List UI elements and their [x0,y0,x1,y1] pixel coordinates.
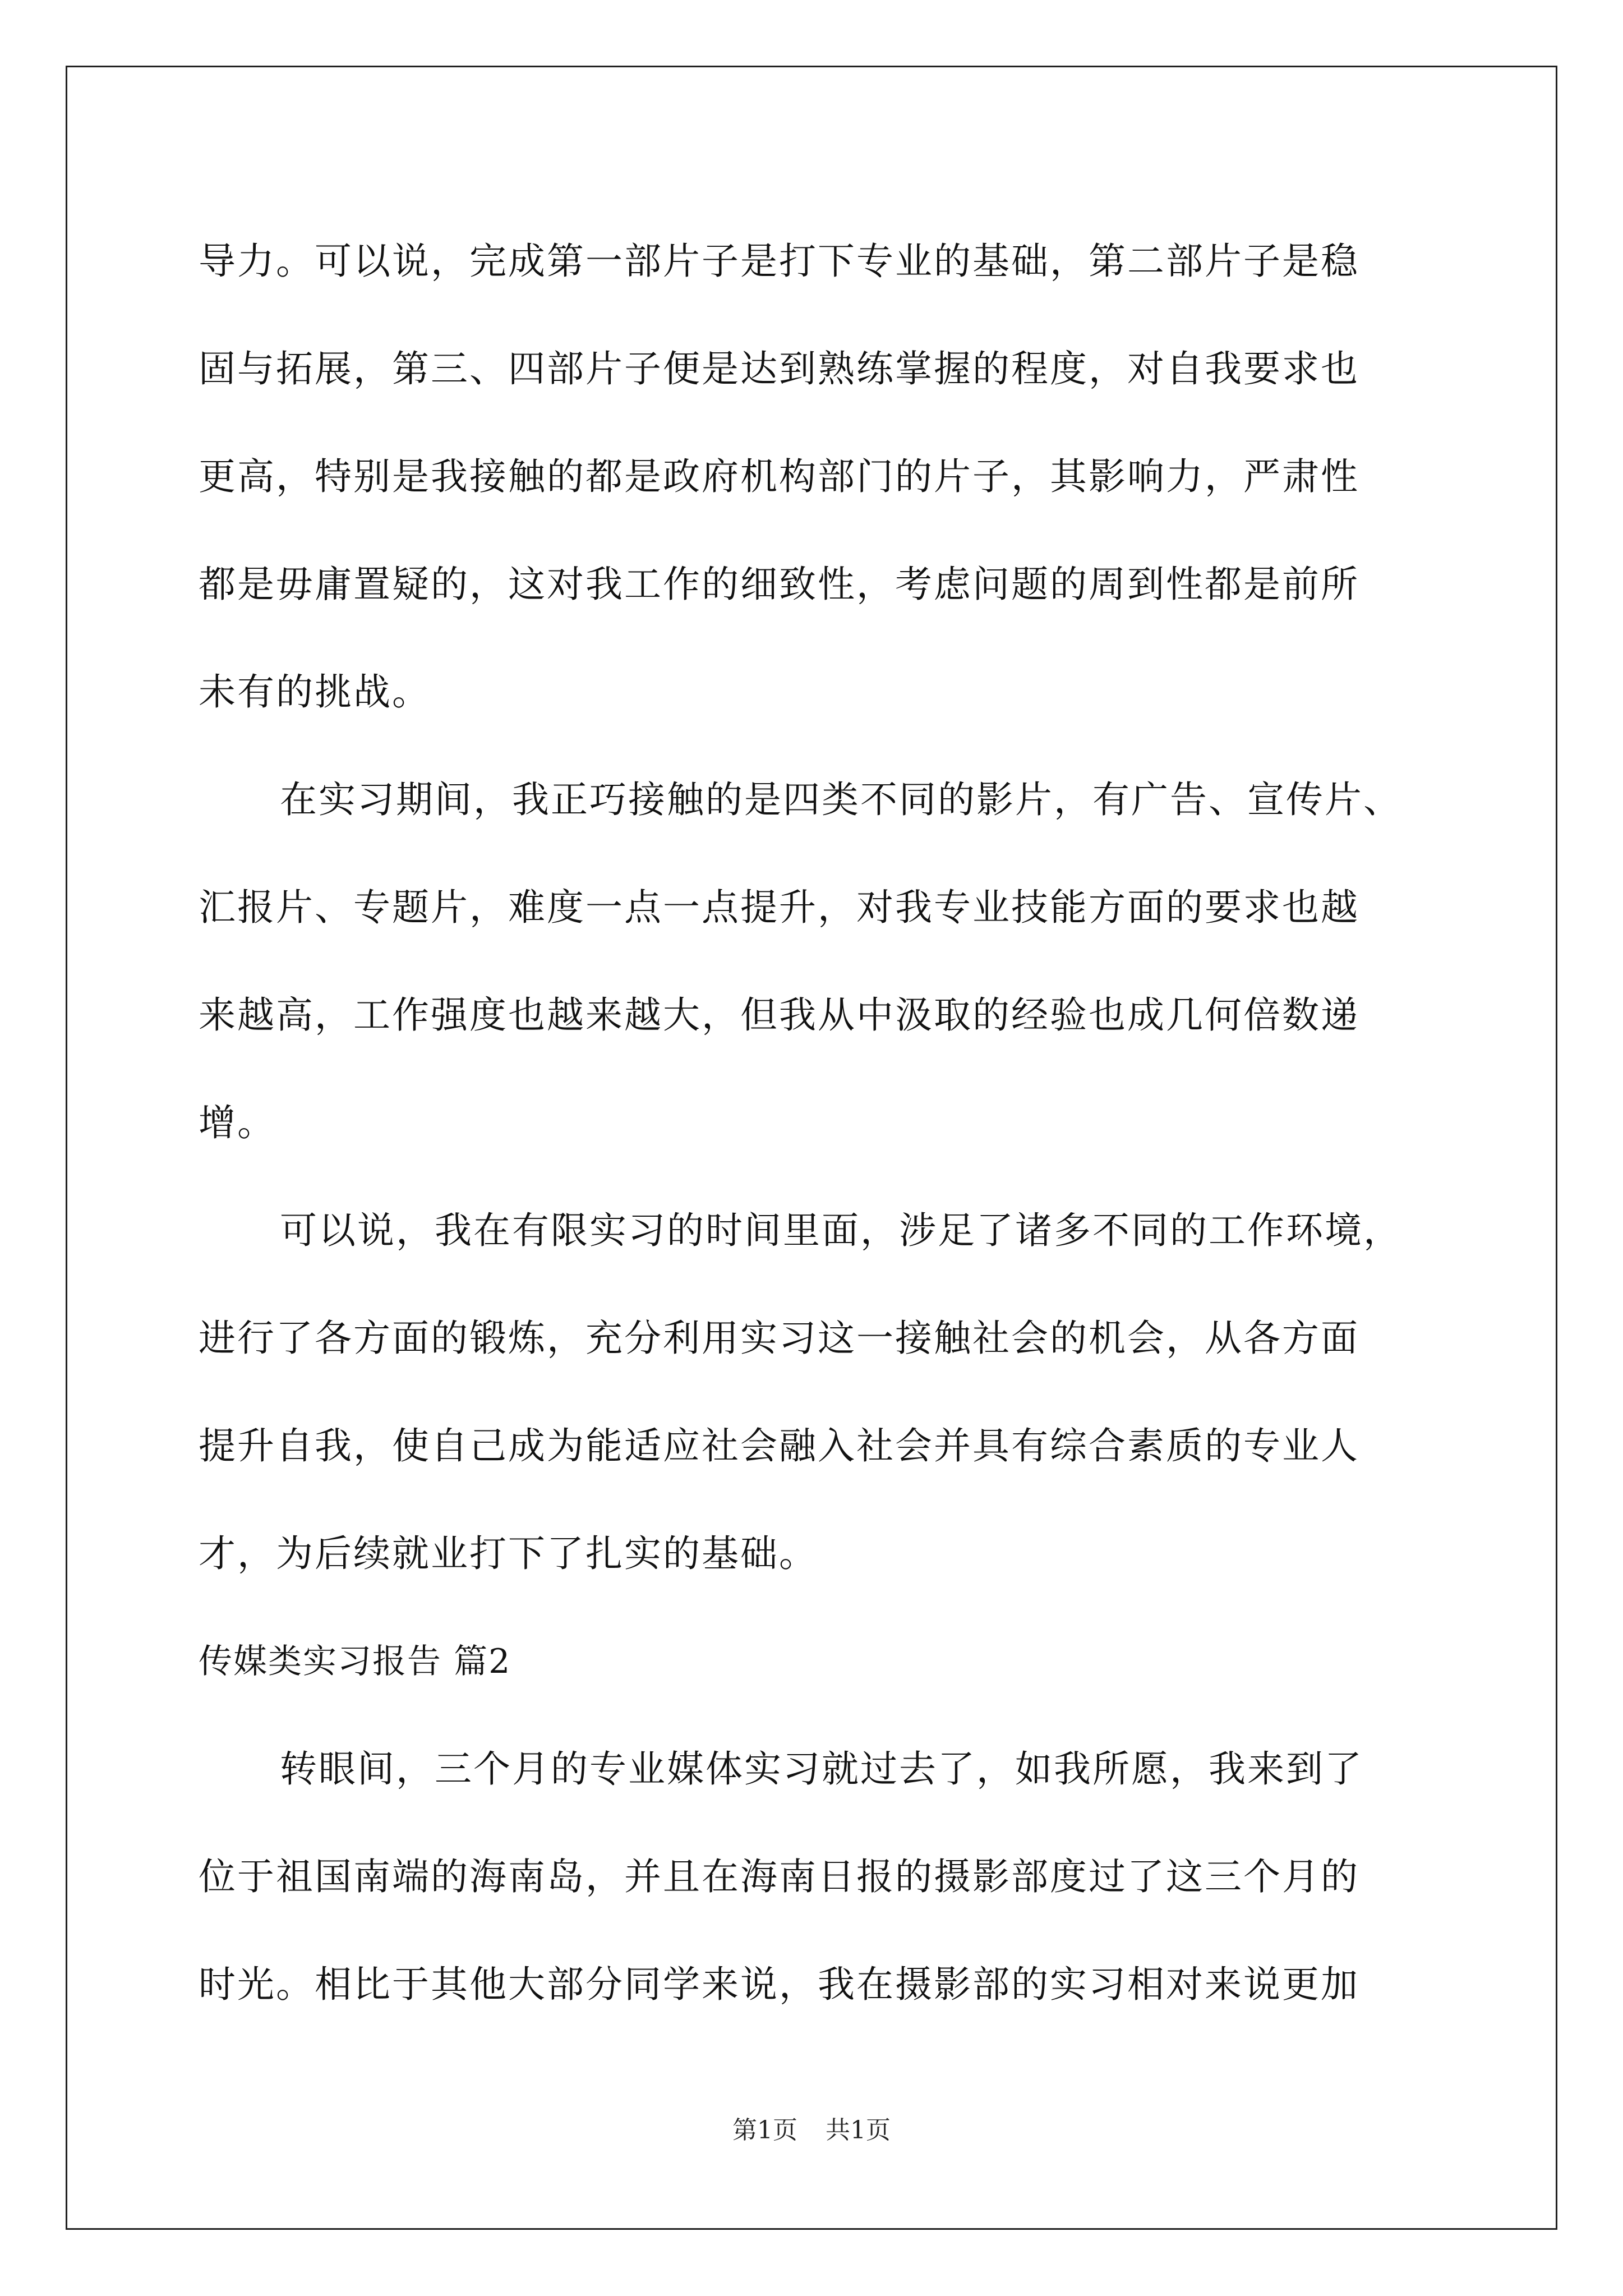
text-line: 未有的挑战。 [199,670,431,714]
text-line: 提升自我，使自己成为能适应社会融入社会并具有综合素质的专业人 [199,1424,1359,1467]
text-line: 来越高，工作强度也越来越大，但我从中汲取的经验也成几何倍数递 [199,993,1359,1037]
text-line: 进行了各方面的锻炼，充分利用实习这一接触社会的机会，从各方面 [199,1317,1359,1360]
text-line: 都是毋庸置疑的，这对我工作的细致性，考虑问题的周到性都是前所 [199,563,1359,606]
paragraph [199,208,1432,746]
text-line: 位于祖国南端的海南岛，并且在海南日报的摄影部度过了这三个月的 [199,1855,1359,1898]
text-line: 汇报片、专题片，难度一点一点提升，对我专业技能方面的要求也越 [199,886,1359,929]
text-line: 固与拓展，第三、四部片子便是达到熟练掌握的程度，对自我要求也 [199,347,1359,390]
document-body [199,208,1432,2039]
text-line: 时光。相比于其他大部分同学来说，我在摄影部的实习相对来说更加 [199,1963,1359,2006]
text-line: 增。 [199,1101,276,1144]
page-number: 第1页 [732,2116,797,2145]
text-line: 转眼间，三个月的专业媒体实习就过去了，如我所愿，我来到了 [280,1747,1363,1791]
text-line: 可以说，我在有限实习的时间里面，涉足了诸多不同的工作环境， [280,1209,1402,1252]
text-line: 导力。可以说，完成第一部片子是打下专业的基础，第二部片子是稳 [199,240,1359,283]
text-line: 才，为后续就业打下了扎实的基础。 [199,1532,818,1575]
text-line: 在实习期间，我正巧接触的是四类不同的影片，有广告、宣传片、 [280,778,1402,821]
text-line: 更高，特别是我接触的都是政府机构部门的片子，其影响力，严肃性 [199,455,1359,498]
paragraph [199,1177,1432,1608]
page-footer [0,2114,1623,2147]
paragraph [199,746,1432,1177]
page-total: 共1页 [826,2116,891,2145]
paragraph [199,1715,1432,2039]
section-heading: 传媒类实习报告 篇2 [199,1642,511,1681]
